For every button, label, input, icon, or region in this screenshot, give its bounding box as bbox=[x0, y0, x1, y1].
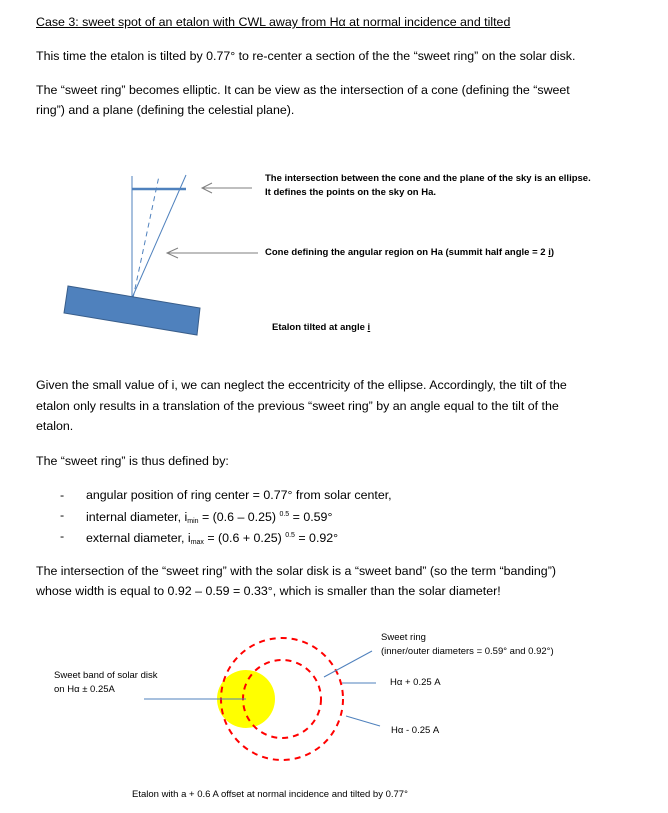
bullet-dash-2: - bbox=[60, 508, 65, 522]
b2-mid: = (0.6 – 0.25) bbox=[198, 510, 280, 524]
label-halpha-minus: Hα - 0.25 A bbox=[391, 725, 440, 736]
label-cone-end: ) bbox=[550, 247, 554, 258]
label-ellipse-line1: The intersection between the cone and the plane of the sky is an ellipse. bbox=[265, 173, 591, 184]
pointer-minus bbox=[346, 716, 380, 726]
b2-sup: 0.5 bbox=[279, 511, 290, 518]
b2-pre: internal diameter, i bbox=[86, 510, 188, 524]
paragraph-eccentricity-line1: Given the small value of i, we can neglect the eccentricity of the ellipse. Accordingly, the tilt of the bbox=[36, 378, 567, 392]
label-sweet-ring: Sweet ring bbox=[381, 632, 426, 643]
paragraph-sweet-band-line1: The intersection of the “sweet ring” with the solar disk is a “sweet band” (so the term “banding”) bbox=[36, 564, 556, 578]
label-etalon-text: Etalon tilted at angle bbox=[272, 322, 368, 333]
bullet-ring-center: angular position of ring center = 0.77° from solar center, bbox=[86, 488, 392, 502]
label-sweet-band-line1: Sweet band of solar disk bbox=[54, 670, 158, 681]
b3-mid: = (0.6 + 0.25) bbox=[203, 531, 286, 545]
label-ellipse-line2: It defines the points on the sky on Ha. bbox=[265, 187, 437, 198]
label-sweet-band-line2: on Hα ± 0.25A bbox=[54, 684, 115, 695]
b3-sup: 0.5 bbox=[285, 532, 295, 539]
paragraph-tilt: This time the etalon is tilted by 0.77° to re-center a section of the the “sweet ring” on the solar disk. bbox=[36, 49, 576, 63]
paragraph-eccentricity-line3: etalon. bbox=[36, 419, 74, 433]
paragraph-eccentricity-line2: etalon only results in a translation of the previous “sweet ring” by an angle equal to the tilt of the bbox=[36, 399, 559, 413]
paragraph-defined-by: The “sweet ring” is thus defined by: bbox=[36, 454, 229, 468]
b3-pre: external diameter, i bbox=[86, 531, 191, 545]
paragraph-sweet-band-line2: whose width is equal to 0.92 – 0.59 = 0.33°, which is smaller than the solar diameter! bbox=[36, 584, 501, 598]
label-cone-text: Cone defining the angular region on Ha (summit half angle = 2 bbox=[265, 247, 549, 258]
paragraph-elliptic-line1: The “sweet ring” becomes elliptic. It can be view as the intersection of a cone (defining the “sweet bbox=[36, 83, 570, 97]
b3-post: = 0.92° bbox=[294, 531, 339, 545]
bullet-dash-1: - bbox=[60, 488, 65, 502]
label-halpha-plus: Hα + 0.25 A bbox=[390, 677, 441, 688]
b2-sub: min bbox=[187, 518, 199, 525]
figure-caption: Etalon with a + 0.6 A offset at normal incidence and tilted by 0.77° bbox=[132, 789, 408, 800]
page-heading: Case 3: sweet spot of an etalon with CWL away from Hα at normal incidence and tilted bbox=[36, 15, 511, 29]
label-etalon-i: i bbox=[367, 322, 371, 333]
label-cone-i: i bbox=[548, 247, 551, 258]
b3-sub: max bbox=[190, 539, 204, 546]
paragraph-elliptic-line2: ring”) and a plane (defining the celestial plane). bbox=[36, 103, 295, 117]
label-ring-diameters: (inner/outer diameters = 0.59° and 0.92°) bbox=[381, 646, 554, 657]
b2-post: = 0.59° bbox=[289, 510, 333, 524]
bullet-dash-3: - bbox=[60, 529, 65, 543]
